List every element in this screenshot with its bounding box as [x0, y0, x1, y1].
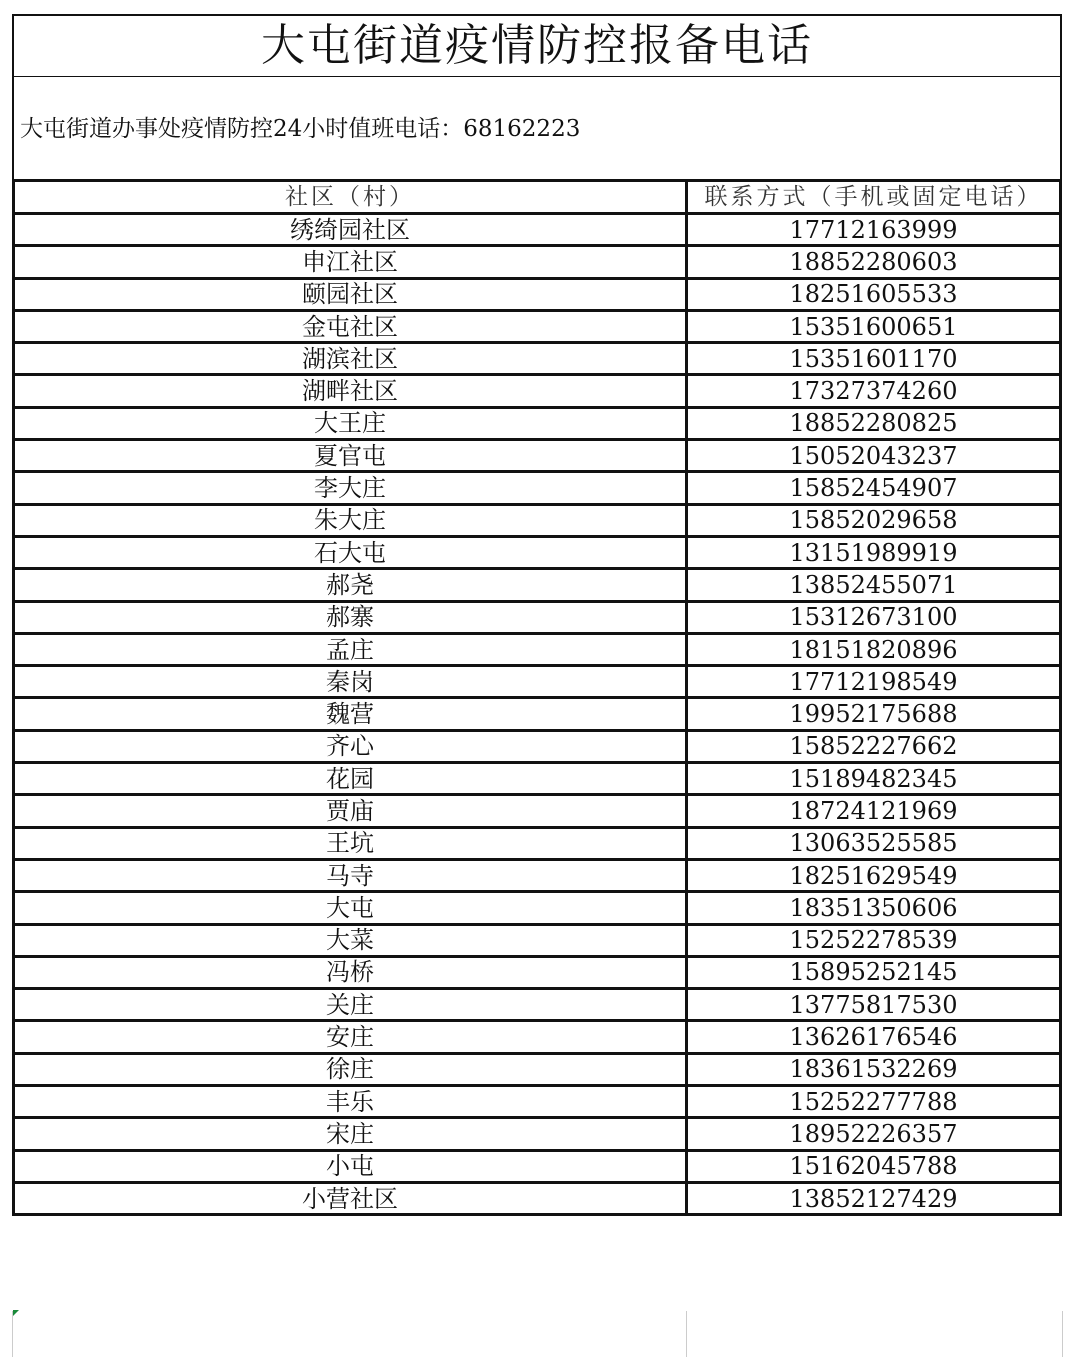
header-community: 社区（村）: [14, 181, 687, 214]
phone-cell: 18361532269: [687, 1053, 1061, 1085]
gridline: [686, 1311, 687, 1357]
table-row: [14, 730, 1061, 762]
phone-cell: 13063525585: [687, 827, 1061, 859]
table-row: [14, 1053, 1061, 1085]
phone-cell: 18852280825: [687, 407, 1061, 439]
table-row: [14, 601, 1061, 633]
table-row: [14, 1150, 1061, 1182]
community-cell: 齐心: [14, 730, 687, 762]
community-cell: 李大庄: [14, 472, 687, 504]
community-cell: 小屯: [14, 1150, 687, 1182]
phone-cell: 15852029658: [687, 504, 1061, 536]
community-cell: 石大屯: [14, 536, 687, 568]
phone-cell: 17712198549: [687, 666, 1061, 698]
spreadsheet: [12, 14, 1062, 1216]
community-cell: 魏营: [14, 698, 687, 730]
community-cell: 绣绮园社区: [14, 214, 687, 246]
phone-cell: 13626176546: [687, 1021, 1061, 1053]
table-row: [14, 989, 1061, 1021]
community-cell: 大王庄: [14, 407, 687, 439]
community-cell: 王坑: [14, 827, 687, 859]
phone-cell: 18351350606: [687, 892, 1061, 924]
phone-cell: 18251605533: [687, 278, 1061, 310]
community-cell: 郝尧: [14, 569, 687, 601]
community-cell: 花园: [14, 763, 687, 795]
table-row: [14, 246, 1061, 278]
phone-cell: 18852280603: [687, 246, 1061, 278]
phone-cell: 15052043237: [687, 440, 1061, 472]
phone-cell: 15252277788: [687, 1086, 1061, 1118]
table-row: [14, 278, 1061, 310]
gridline: [1062, 1311, 1063, 1357]
phone-cell: 13151989919: [687, 536, 1061, 568]
phone-cell: 15312673100: [687, 601, 1061, 633]
table-row: [14, 214, 1061, 246]
community-cell: 冯桥: [14, 956, 687, 988]
phone-cell: 18151820896: [687, 633, 1061, 665]
table-row: [14, 892, 1061, 924]
table-row: [14, 569, 1061, 601]
contact-table: [12, 179, 1062, 1216]
phone-cell: 19952175688: [687, 698, 1061, 730]
community-cell: 孟庄: [14, 633, 687, 665]
table-row: [14, 666, 1061, 698]
community-cell: 金屯社区: [14, 310, 687, 342]
phone-cell: 15252278539: [687, 924, 1061, 956]
community-cell: 关庄: [14, 989, 687, 1021]
phone-cell: 15351601170: [687, 343, 1061, 375]
community-cell: 申江社区: [14, 246, 687, 278]
phone-cell: 13852127429: [687, 1182, 1061, 1214]
community-cell: 郝寨: [14, 601, 687, 633]
community-cell: 朱大庄: [14, 504, 687, 536]
phone-cell: 18724121969: [687, 795, 1061, 827]
header-contact: 联系方式（手机或固定电话）: [687, 181, 1061, 214]
community-cell: 宋庄: [14, 1118, 687, 1150]
table-row: [14, 407, 1061, 439]
table-row: [14, 310, 1061, 342]
page-title: 大屯街道疫情防控报备电话: [12, 14, 1062, 77]
community-cell: 丰乐: [14, 1086, 687, 1118]
phone-cell: 15189482345: [687, 763, 1061, 795]
table-row: [14, 343, 1061, 375]
table-row: [14, 859, 1061, 891]
table-header-row: [14, 181, 1061, 214]
phone-cell: 15351600651: [687, 310, 1061, 342]
table-row: [14, 698, 1061, 730]
phone-cell: 18952226357: [687, 1118, 1061, 1150]
community-cell: 颐园社区: [14, 278, 687, 310]
duty-phone-line: 大屯街道办事处疫情防控24小时值班电话：68162223: [12, 77, 1062, 179]
table-row: [14, 763, 1061, 795]
table-row: [14, 504, 1061, 536]
phone-cell: 15895252145: [687, 956, 1061, 988]
phone-cell: 17712163999: [687, 214, 1061, 246]
community-cell: 马寺: [14, 859, 687, 891]
table-row: [14, 1182, 1061, 1214]
community-cell: 安庄: [14, 1021, 687, 1053]
community-cell: 湖滨社区: [14, 343, 687, 375]
community-cell: 秦岗: [14, 666, 687, 698]
table-row: [14, 795, 1061, 827]
community-cell: 大屯: [14, 892, 687, 924]
table-row: [14, 440, 1061, 472]
phone-cell: 18251629549: [687, 859, 1061, 891]
table-row: [14, 827, 1061, 859]
community-cell: 夏官屯: [14, 440, 687, 472]
table-row: [14, 472, 1061, 504]
phone-cell: 17327374260: [687, 375, 1061, 407]
table-row: [14, 1086, 1061, 1118]
table-row: [14, 633, 1061, 665]
table-row: [14, 956, 1061, 988]
community-cell: 小营社区: [14, 1182, 687, 1214]
phone-cell: 13852455071: [687, 569, 1061, 601]
table-row: [14, 375, 1061, 407]
table-row: [14, 536, 1061, 568]
cell-indicator-icon: [13, 1310, 19, 1316]
table-row: [14, 1021, 1061, 1053]
table-row: [14, 924, 1061, 956]
gridline: [12, 1311, 13, 1357]
phone-cell: 15852227662: [687, 730, 1061, 762]
phone-cell: 15852454907: [687, 472, 1061, 504]
phone-cell: 13775817530: [687, 989, 1061, 1021]
community-cell: 湖畔社区: [14, 375, 687, 407]
phone-cell: 15162045788: [687, 1150, 1061, 1182]
community-cell: 大菜: [14, 924, 687, 956]
table-row: [14, 1118, 1061, 1150]
community-cell: 徐庄: [14, 1053, 687, 1085]
community-cell: 贾庙: [14, 795, 687, 827]
